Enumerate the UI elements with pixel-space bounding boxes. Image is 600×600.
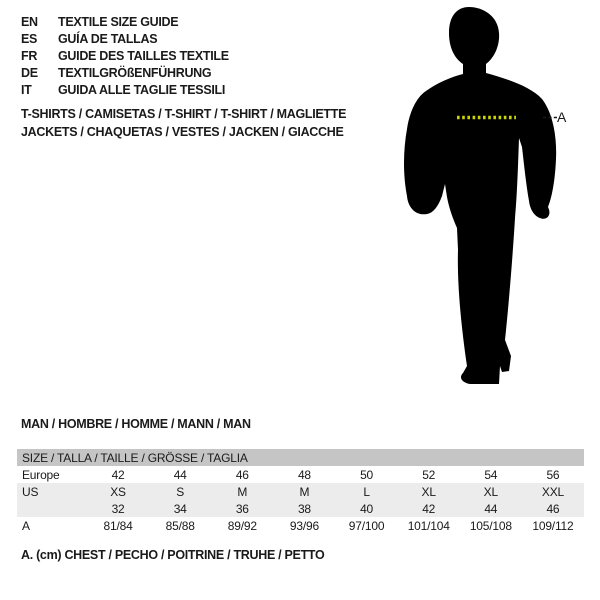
size-cell: 34 <box>173 501 187 516</box>
language-code: DE <box>21 65 38 80</box>
size-cell: 32 <box>111 501 125 516</box>
size-cell: 81/84 <box>103 518 133 533</box>
language-code: EN <box>21 14 38 29</box>
language-label: GUIDA ALLE TAGLIE TESSILI <box>58 82 226 97</box>
language-label: TEXTILE SIZE GUIDE <box>58 14 179 29</box>
size-cell: 42 <box>422 501 436 516</box>
table-row-us <box>17 483 584 500</box>
size-cell: 54 <box>484 467 498 482</box>
size-cell: 36 <box>235 501 249 516</box>
size-cell: XL <box>483 484 498 499</box>
size-cell: 97/100 <box>348 518 385 533</box>
language-code: IT <box>21 82 32 97</box>
language-label: TEXTILGRÖßENFÜHRUNG <box>58 65 212 80</box>
size-cell: 38 <box>297 501 311 516</box>
size-table-header: SIZE / TALLA / TAILLE / GRÖSSE / TAGLIA <box>17 449 584 466</box>
size-cell: 44 <box>173 467 187 482</box>
size-cell: XXL <box>541 484 564 499</box>
category-line-jackets: JACKETS / CHAQUETAS / VESTES / JACKEN / GIACCHE <box>21 124 344 139</box>
measurement-footnote: A. (cm) CHEST / PECHO / POITRINE / TRUHE / PETTO <box>21 548 325 562</box>
row-label: Europe <box>22 467 60 482</box>
size-cell: M <box>299 484 310 499</box>
size-cell: L <box>363 484 370 499</box>
size-cell: 93/96 <box>289 518 319 533</box>
size-cell: XL <box>421 484 436 499</box>
language-code: ES <box>21 31 38 46</box>
size-cell: XS <box>110 484 126 499</box>
row-label: A <box>22 518 30 533</box>
table-row-numeric <box>17 500 584 517</box>
size-cell: 40 <box>360 501 374 516</box>
table-row-europe <box>17 466 584 483</box>
size-cell: 105/108 <box>469 518 512 533</box>
section-title-man: MAN / HOMBRE / HOMME / MANN / MAN <box>21 417 251 431</box>
language-code: FR <box>21 48 38 63</box>
size-cell: 42 <box>111 467 125 482</box>
size-cell: S <box>176 484 185 499</box>
size-cell: 85/88 <box>165 518 195 533</box>
man-silhouette <box>404 7 556 384</box>
size-cell: 46 <box>235 467 249 482</box>
table-row-chest-cm <box>17 517 584 534</box>
row-label: US <box>22 484 39 499</box>
language-label: GUIDE DES TAILLES TEXTILE <box>58 48 229 63</box>
size-cell: 109/112 <box>532 518 574 533</box>
size-cell: 46 <box>546 501 560 516</box>
category-line-tshirts: T-SHIRTS / CAMISETAS / T-SHIRT / T-SHIRT / MAGLIETTE <box>21 107 347 121</box>
language-label: GUÍA DE TALLAS <box>58 31 158 46</box>
size-cell: 44 <box>484 501 498 516</box>
size-cell: 52 <box>422 467 436 482</box>
size-cell: 89/92 <box>227 518 257 533</box>
size-cell: 56 <box>546 467 560 482</box>
size-cell: M <box>237 484 248 499</box>
measurement-label-a: A <box>557 109 567 125</box>
size-cell: 48 <box>297 467 311 482</box>
size-cell: 101/104 <box>407 518 450 533</box>
size-table <box>17 449 584 534</box>
size-cell: 50 <box>360 467 374 482</box>
